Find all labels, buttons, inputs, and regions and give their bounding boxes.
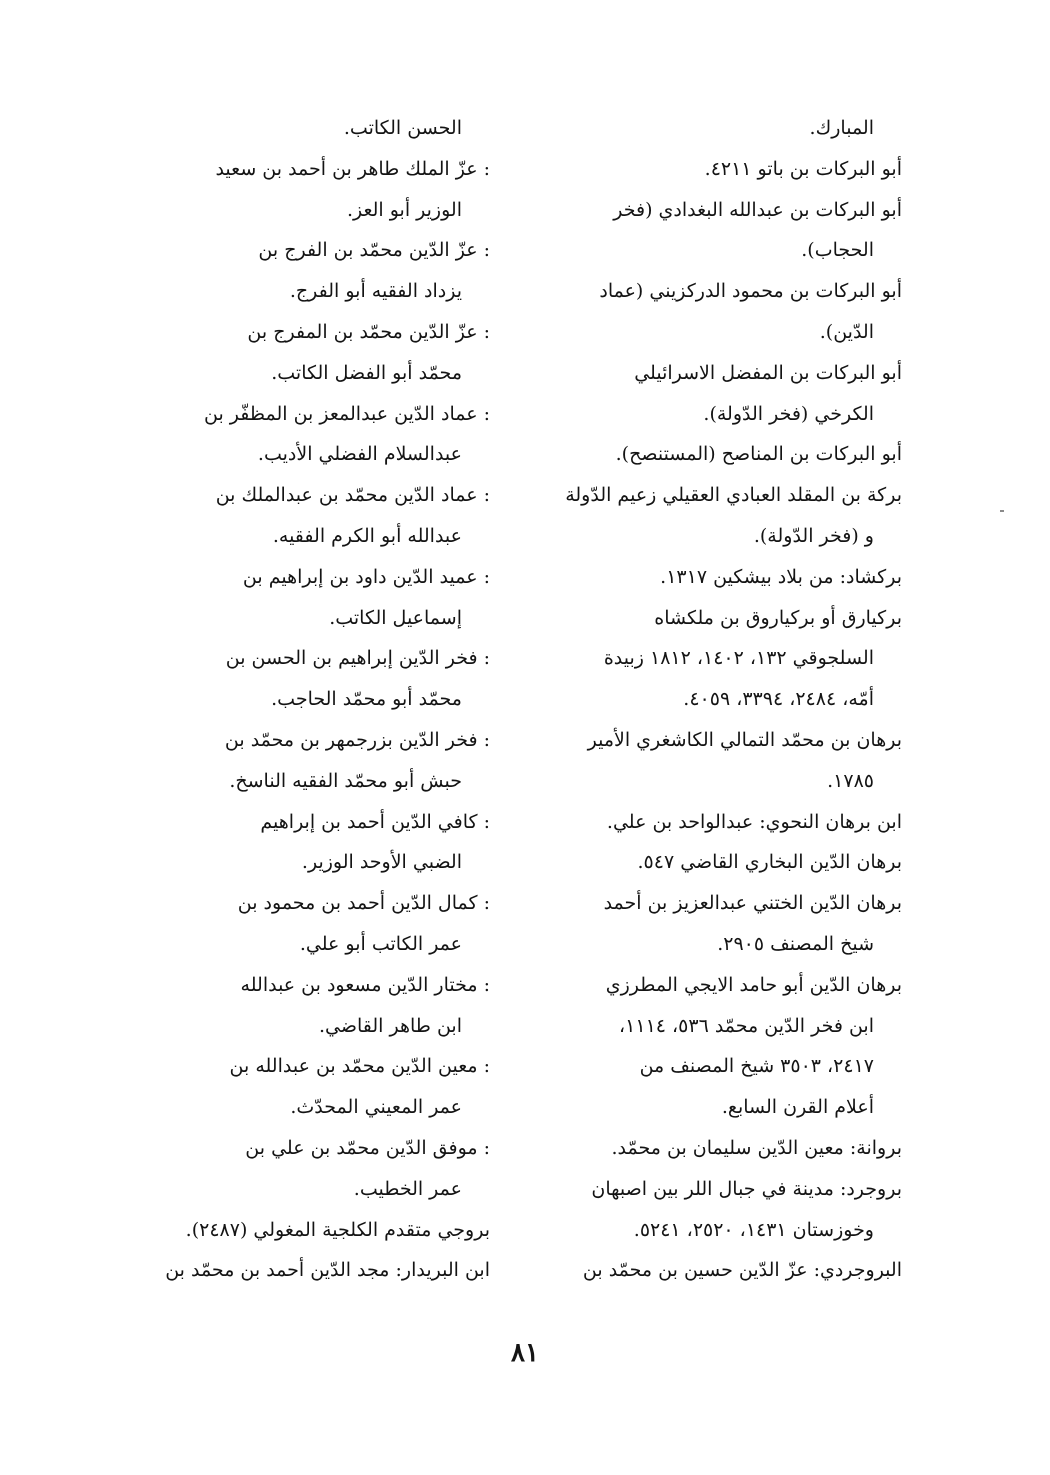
right-column-line: ٢٤١٧، ٣٥٠٣ شيخ المصنف من: [639, 1055, 874, 1078]
left-column-line: : موفق الدّين محمّد بن علي بن: [245, 1136, 490, 1159]
right-column-line: أبو البركات بن باتو ٤٢١١.: [704, 157, 902, 180]
right-column-line: أمّه، ٢٤٨٤، ٣٣٩٤، ٤٠٥٩.: [683, 688, 874, 711]
right-column-line: برهان الدّين البخاري القاضي ٥٤٧.: [637, 851, 902, 874]
left-column-line: إسماعيل الكاتب.: [329, 606, 462, 629]
left-column-line: ابن البريدار: مجد الدّين أحمد بن محمّد بن: [165, 1259, 490, 1282]
right-column-line: شيخ المصنف ٢٩٠٥.: [717, 932, 874, 955]
right-column-line: بروانة: معين الدّين سليمان بن محمّد.: [611, 1136, 902, 1159]
right-column-line: ابن برهان النحوي: عبدالواحد بن علي.: [606, 810, 902, 833]
right-column: [532, 108, 902, 1291]
left-column-line: محمّد أبو محمّد الحاجب.: [271, 688, 462, 711]
left-column-line: بروجي متقدم الكلجية المغولي (٢٤٨٧).: [185, 1218, 490, 1241]
right-column-line: برهان الدّين أبو حامد الايجي المطرزي: [605, 973, 902, 996]
right-column-line: أبو البركات بن المناصح (المستنصح).: [615, 443, 902, 466]
left-column-line: محمّد أبو الفضل الكاتب.: [271, 361, 462, 384]
right-column-line: أبو البركات بن عبدالله البغدادي (فخر: [613, 198, 902, 221]
left-column-line: : عماد الدّين عبدالمعز بن المظفّر بن: [204, 402, 490, 425]
left-column-line: : معين الدّين محمّد بن عبدالله بن: [229, 1055, 490, 1078]
right-column-line: برهان الدّين الختني عبدالعزيز بن أحمد: [603, 892, 902, 915]
left-column-line: حبش أبو محمّد الفقيه الناسخ.: [229, 769, 462, 792]
left-column-line: عبدالسلام الفضلي الأديب.: [257, 443, 462, 466]
left-column: [110, 108, 490, 1291]
right-column-line: برهان بن محمّد التمالي الكاشغري الأمير: [587, 728, 902, 751]
left-column-line: عبدالله أبو الكرم الفقيه.: [272, 524, 462, 547]
left-column-line: : عميد الدّين داود بن إبراهيم بن: [242, 565, 490, 588]
page-number: ٨١: [511, 1338, 539, 1368]
right-column-line: البروجردي: عزّ الدّين حسين بن محمّد بن: [582, 1259, 902, 1282]
right-column-line: بركة بن المقلد العبادي العقيلي زعيم الدّولة: [565, 484, 902, 507]
left-column-line: عمر الكاتب أبو علي.: [299, 932, 462, 955]
right-column-line: أبو البركات بن محمود الدركزيني (عماد: [599, 280, 902, 303]
left-column-line: : عزّ الدّين محمّد بن المفرج بن: [247, 320, 490, 343]
left-column-line: : كافي الدّين أحمد بن إبراهيم: [260, 810, 490, 833]
left-column-line: : مختار الدّين مسعود بن عبدالله: [240, 973, 490, 996]
right-column-line: بركشاد: من بلاد بيشكين ١٣١٧.: [660, 565, 902, 588]
left-column-line: الوزير أبو العز.: [346, 198, 462, 221]
right-column-line: السلجوقي ١٣٢، ١٤٠٢، ١٨١٢ زبيدة: [603, 647, 874, 670]
right-column-line: الدّين).: [819, 320, 874, 343]
left-column-line: : عزّ الدّين محمّد بن الفرج بن: [258, 239, 490, 262]
scan-mark: [1000, 510, 1004, 512]
left-column-line: ابن طاهر القاضي.: [318, 1014, 462, 1037]
right-column-line: بركيارق أو بركياروق بن ملكشاه: [654, 606, 902, 629]
right-column-line: أبو البركات بن المفضل الاسرائيلي: [634, 361, 902, 384]
left-column-line: يزداد الفقيه أبو الفرج.: [289, 280, 462, 303]
left-column-line: الحسن الكاتب.: [343, 117, 462, 139]
left-column-line: عمر المعيني المحدّث.: [290, 1096, 462, 1119]
left-column-line: عمر الخطيب.: [353, 1177, 462, 1200]
right-column-line: الحجاب).: [801, 239, 874, 262]
left-column-line: : عماد الدّين محمّد بن عبدالملك بن: [215, 484, 490, 507]
right-column-line: و (فخر الدّولة).: [753, 524, 874, 547]
right-column-line: المبارك.: [809, 117, 874, 139]
right-column-line: ابن فخر الدّين محمّد ٥٣٦، ١١١٤،: [619, 1014, 874, 1037]
left-column-line: : عزّ الملك طاهر بن أحمد بن سعيد: [215, 157, 490, 180]
right-column-line: أعلام القرن السابع.: [721, 1096, 874, 1119]
right-column-line: وخوزستان ١٤٣١، ٢٥٢٠، ٥٢٤١.: [633, 1218, 874, 1241]
left-column-line: : فخر الدّين بزرجمهر بن محمّد بن: [224, 728, 490, 751]
right-column-line: بروجرد: مدينة في جبال اللر بين اصبهان: [591, 1177, 902, 1200]
right-column-line: ١٧٨٥.: [827, 769, 874, 792]
left-column-line: : كمال الدّين أحمد بن محمود بن: [237, 892, 490, 915]
left-column-line: : فخر الدّين إبراهيم بن الحسن بن: [225, 647, 490, 670]
left-column-line: الضبي الأوحد الوزير.: [301, 851, 462, 874]
right-column-line: الكرخي (فخر الدّولة).: [703, 402, 874, 425]
